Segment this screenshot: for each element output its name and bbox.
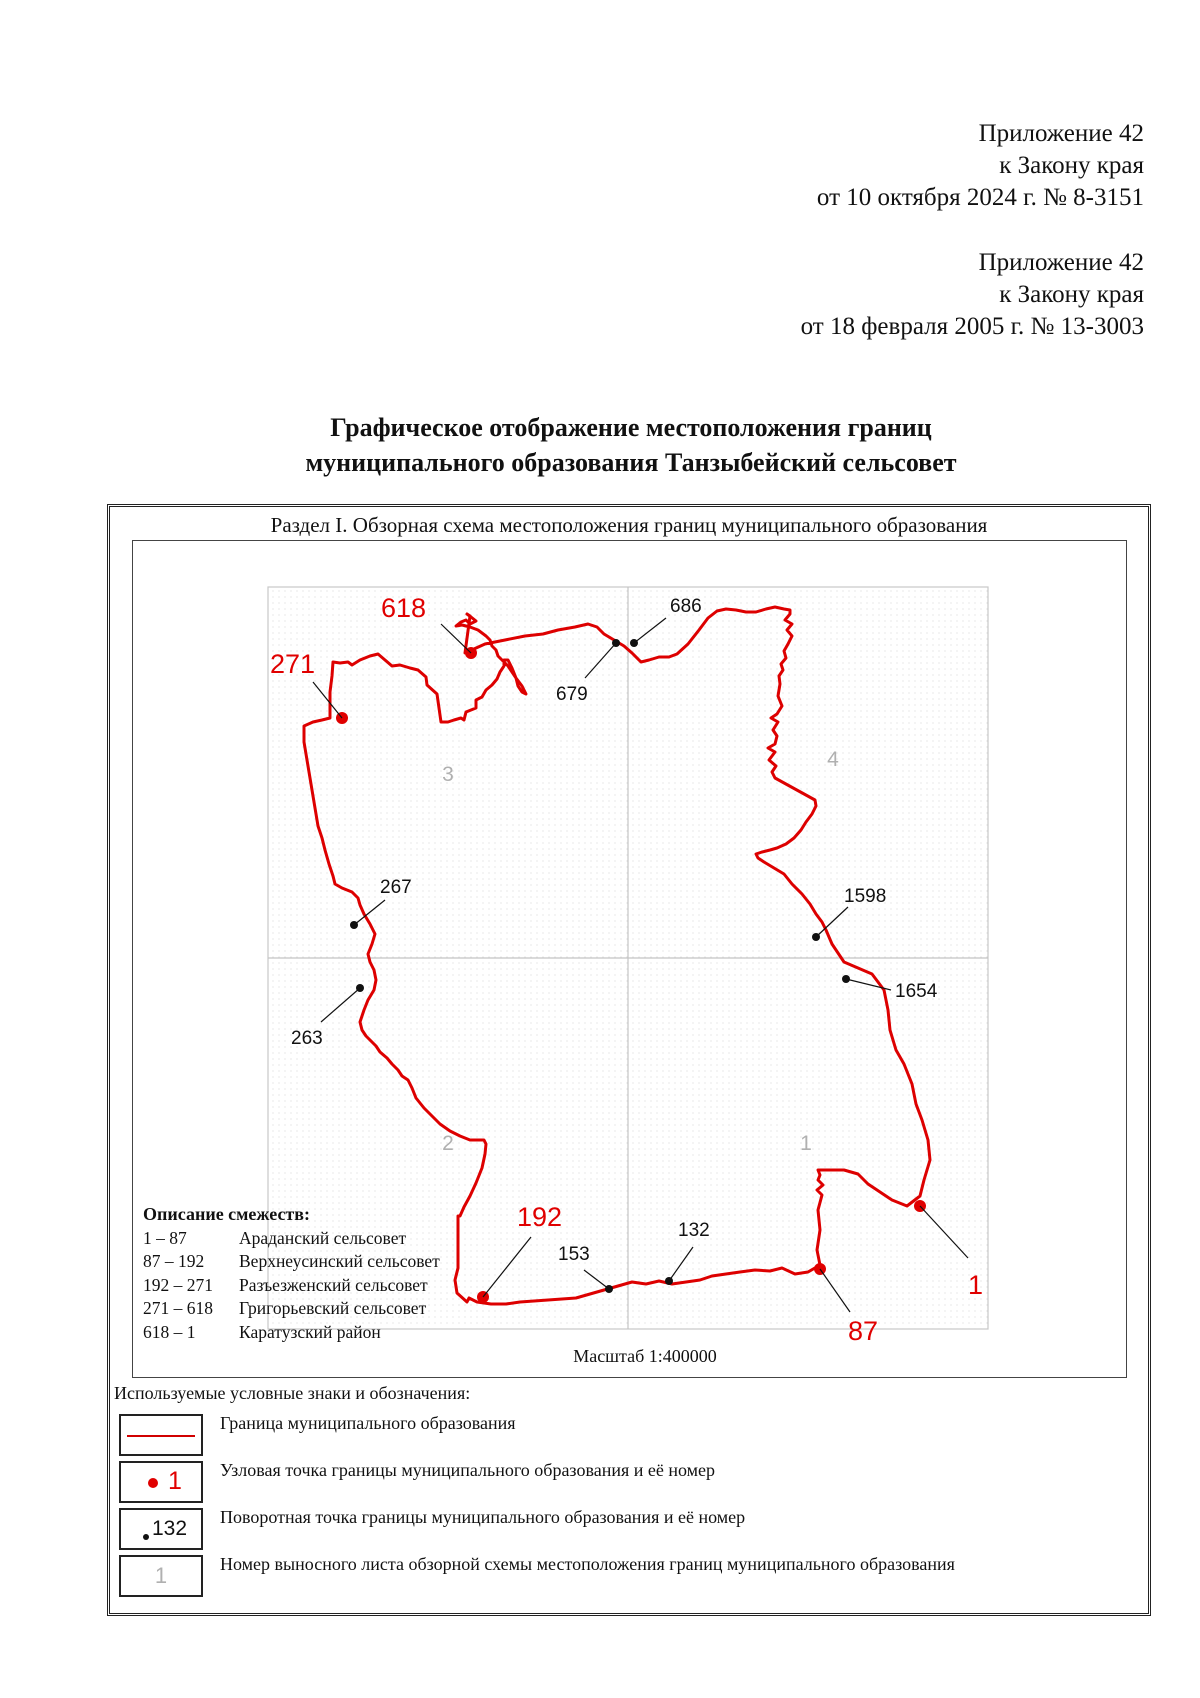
turn-label-267: 267 <box>380 877 412 898</box>
adjacency-row <box>143 1250 440 1274</box>
adjacency-range: 87 – 192 <box>143 1251 205 1271</box>
sheet-number-3: 3 <box>442 763 454 786</box>
node-label-87: 87 <box>848 1316 879 1346</box>
adjacency-name: Григорьевский сельсовет <box>239 1298 427 1318</box>
legend-symbol-turn-point <box>119 1508 203 1550</box>
node-label-192: 192 <box>517 1202 563 1232</box>
adjacency-row <box>143 1321 440 1345</box>
section-title: Раздел I. Обзорная схема местоположения границ муниципального образования <box>270 513 988 537</box>
adjacency-name: Каратузский район <box>239 1321 381 1342</box>
adjacency-range: 192 – 271 <box>143 1274 213 1295</box>
adjacency-row <box>143 1274 440 1298</box>
law-date-line: от 10 октября 2024 г. № 8-3151 <box>816 184 1144 211</box>
law-date-line: от 18 февраля 2005 г. № 13-3003 <box>800 313 1144 340</box>
legend-symbol-sheet-number <box>119 1555 203 1597</box>
legend-text-turn-point: Поворотная точка границы муниципального образования и её номер <box>220 1507 746 1527</box>
adjacency-range: 1 – 87 <box>143 1227 187 1248</box>
legend-text-sheet-number: Номер выносного листа обзорной схемы местоположения границ муниципального образования <box>220 1554 955 1574</box>
turn-label-153: 153 <box>558 1244 590 1265</box>
legend-symbol-node-point <box>119 1461 203 1503</box>
node-label-271: 271 <box>270 649 316 679</box>
node-label-1: 1 <box>968 1270 984 1300</box>
adjacency-range: 271 – 618 <box>143 1298 213 1318</box>
legend-text-boundary: Граница муниципального образования <box>220 1413 516 1433</box>
adjacency-description <box>143 1203 440 1344</box>
law-line: к Закону края <box>999 152 1144 179</box>
node-point-swatch <box>148 1478 158 1488</box>
turn-label-686: 686 <box>670 596 702 617</box>
sheet-number-swatch: 1 <box>154 1563 168 1588</box>
node-label-618: 618 <box>381 593 427 623</box>
turn-label-1654: 1654 <box>895 981 938 1002</box>
title-line-2: муниципального образования Танзыбейский сельсовет <box>305 448 957 477</box>
sheet-number-1: 1 <box>800 1132 812 1155</box>
adjacency-name: Верхнеусинский сельсовет <box>239 1251 440 1271</box>
turn-point-swatch <box>143 1534 149 1540</box>
node-point-swatch-number: 1 <box>168 1467 182 1495</box>
sheet-number-4: 4 <box>827 748 839 771</box>
turn-point-swatch-number: 132 <box>152 1517 188 1540</box>
legend-symbol-boundary-line <box>119 1414 203 1456</box>
turn-label-263: 263 <box>291 1028 323 1049</box>
sheet-number-2: 2 <box>442 1132 454 1155</box>
map-scale: Масштаб 1:400000 <box>573 1346 717 1366</box>
turn-label-1598: 1598 <box>844 886 887 907</box>
appendix-line: Приложение 42 <box>978 120 1144 147</box>
legend-title: Используемые условные знаки и обозначения: <box>114 1383 471 1403</box>
legend-text-node-point: Узловая точка границы муниципального образования и её номер <box>220 1460 716 1480</box>
adjacency-range: 618 – 1 <box>143 1321 196 1342</box>
adjacency-heading: Описание смежеств: <box>143 1204 310 1224</box>
title-line-1: Графическое отображение местоположения границ <box>330 413 932 442</box>
turn-label-679: 679 <box>556 684 588 705</box>
adjacency-name: Араданский сельсовет <box>239 1227 407 1248</box>
appendix-line: Приложение 42 <box>978 249 1144 276</box>
boundary-line-swatch <box>127 1435 195 1437</box>
law-line: к Закону края <box>999 281 1144 308</box>
adjacency-name: Разъезженский сельсовет <box>239 1274 428 1295</box>
adjacency-row <box>143 1227 440 1251</box>
adjacency-row <box>143 1297 440 1321</box>
turn-label-132: 132 <box>678 1220 710 1241</box>
